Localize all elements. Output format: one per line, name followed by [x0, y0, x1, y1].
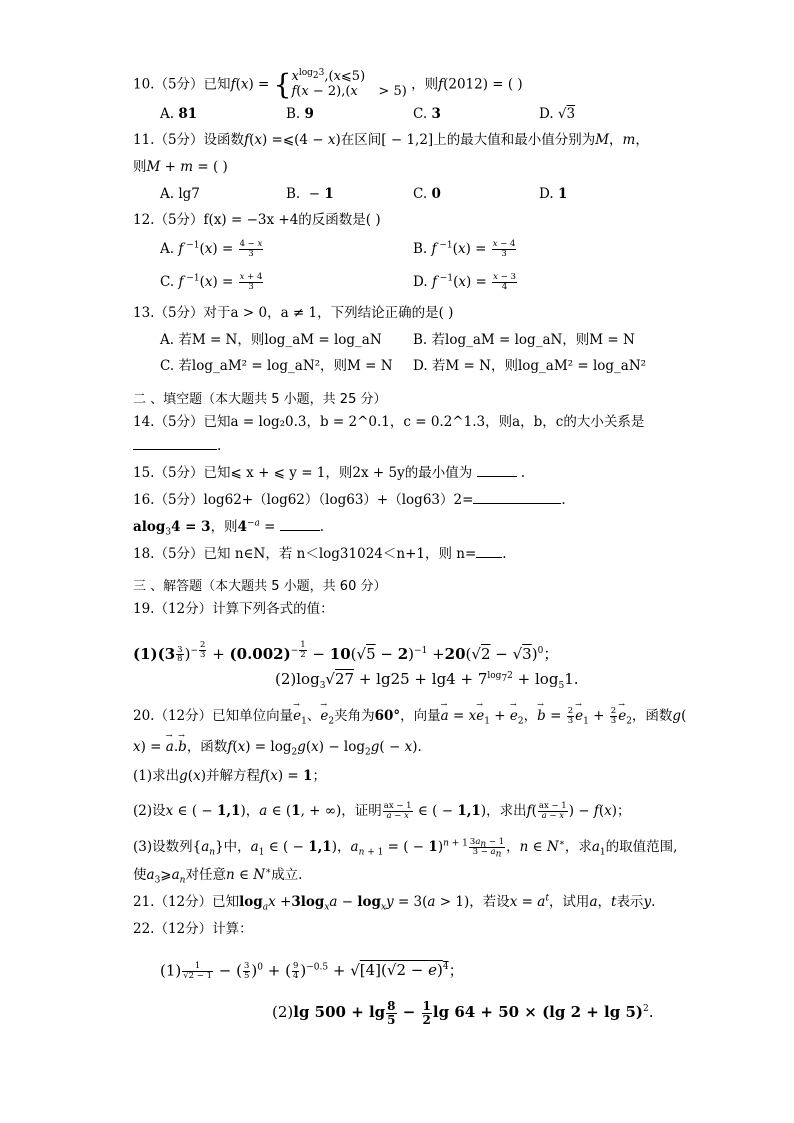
q11-line1: 11.（5分）设函数f(x) =⩽(4 − x)在区间[ − 1,2]上的最大值和最小值分别为M，m， [133, 132, 649, 148]
q14-answer-blank[interactable]: . [133, 440, 221, 454]
q20-line1: 20.（12分）已知单位向量→ $e_1$、→ $e_2$夹角为60°，向量→ $a = x\to e_1$ + → $e_2$，→ b = $\frac{2}{3}$ → $e_1$ + $\frac{2}{3}$ → $e_2$，函数g( [133, 707, 686, 726]
q16-answer-blank[interactable] [473, 502, 561, 504]
q17-stem: alog$_3$4 = 3，则$4^{-a}$ = . [133, 518, 325, 538]
q12-option-c: C. f $^{-1}$(x) = $\frac{x + 4}{3}$ [160, 272, 263, 292]
q20-line5: (3)设数列$\{a_n\}$中，$a_1$ ∈ ( − 1,1)，$a_{n + 1}$ = ( − 1)$^{n + 1}$ $\frac{3a_n - 1}{3 - a_n}$ ，n ∈ N∗，求$a_1$的取值范围, [133, 837, 678, 860]
q11-option-d: D. 1 [539, 186, 568, 202]
q20-line2: x) = → a.→ b，函数$f(x) = \log_2g(x) - \log_2g( - x)$. [133, 741, 422, 755]
q11-line2: 则M + m = ( ) [133, 159, 228, 175]
q19-part1: (1)(3 $\frac{3}{8}$ )$^{- \frac{2}{3}}$ + $(0.002)^{- \frac{1}{2}}$ − $10(√5 - 2)^{-1} +20(√2 - √3)^0$； [133, 640, 559, 665]
q12-option-b: B. f $^{-1}$(x) = $\frac{x - 4}{3}$ [413, 239, 516, 259]
q10-stem: 10.（5分）已知f(x) = { $x^{log_23},(x⩽5)$ f(x − 2),(x > 5) ，则f(2012) = ( ) [133, 67, 523, 101]
q13-option-c: C. 若log_aM² = log_aN²，则M = N [160, 358, 393, 374]
q21-stem: 21.（12分）已知$\log_ax +3\log_xa - \log_xy = 3(a > 1)$，若设$x = a^t$，试用a，t表示y. [133, 893, 656, 913]
q20-line3: (1)求出g(x)并解方程f(x) = 1； [133, 768, 326, 784]
q10-option-d: D. √3 [539, 106, 576, 122]
q15-answer-blank[interactable] [477, 475, 517, 477]
q22-part1: (1) $\frac{1}{√2 - 1}$ − ( $\frac{3}{5}$ )$^0$ + ( $\frac{9}{4}$ )$^{-0.5} + √[4](√2 - e)^4$； [160, 961, 464, 981]
q10-option-c: C. 3 [413, 106, 441, 122]
q10-option-b: B. 9 [286, 106, 314, 122]
q11-option-c: C. 0 [413, 186, 441, 202]
q10-piecewise: $x^{log_23},(x⩽5)$ f(x − 2),(x > 5) [291, 67, 407, 99]
q20-line4: (2)设x ∈ ( − 1,1)，a ∈ (1, + ∞)，证明 $\frac{ax - 1}{a - x}$ ∈ ( − 1,1)，求出f( $\frac{ax - 1}{a - x}$ ) − f(x)； [133, 801, 631, 821]
section-solution-heading: 三 、解答题（本大题共 5 小题，共 60 分） [133, 579, 387, 594]
q11-option-a: A. lg7 [160, 186, 200, 202]
q11-option-b: B. − 1 [286, 186, 334, 202]
q13-option-d: D. 若M = N，则log_aM² = log_aN² [413, 358, 647, 374]
q22-part2: (2)lg 500 + lg $\frac{8}{5}$ − $\frac{1}{2}$ lg 64 + 50 × (lg 2 + lg 5)$^2$. [272, 999, 654, 1027]
q22-stem: 22.（12分）计算： [133, 921, 253, 937]
q13-stem: 13.（5分）对于a > 0，a ≠ 1，下列结论正确的是( ) [133, 305, 454, 321]
q13-option-a: A. 若M = N，则log_aM = log_aN [160, 332, 382, 348]
q18-answer-blank[interactable] [476, 556, 502, 558]
q14-stem: 14.（5分）已知a = log₂0.3，b = 2^0.1，c = 0.2^1.3，则a，b，c的大小关系是 [133, 414, 645, 430]
q12-stem: 12.（5分）f(x) = −3x +4的反函数是( ) [133, 212, 381, 228]
q19-part2: $(2)\log_3√27 + \lg 25 + \lg 4 + 7^{log_72} + \log_51$. [275, 670, 579, 691]
q17-answer-blank[interactable] [280, 529, 320, 531]
q15-stem: 15.（5分）已知⩽ x + ⩽ y = 1，则2x + 5y的最小值为 . [133, 465, 526, 481]
q18-stem: 18.（5分）已知 n∈N，若 n＜log31024＜n+1，则 n= . [133, 546, 507, 562]
q19-stem: 19.（12分）计算下列各式的值： [133, 601, 334, 617]
q16-stem: 16.（5分）log62+（log62）（log63）+（log63）2= . [133, 492, 566, 508]
section-fill-in-heading: 二 、填空题（本大题共 5 小题，共 25 分） [133, 392, 387, 407]
q12-option-a: A. f $^{-1}$(x) = $\frac{4 - x}{3}$ [160, 239, 263, 259]
q20-line6: 使$a_3⩾a_n$对任意n ∈ N∗成立. [133, 866, 303, 886]
q13-option-b: B. 若log_aM = log_aN，则M = N [413, 332, 635, 348]
q12-option-d: D. f $^{-1}$(x) = $\frac{x - 3}{4}$ [413, 272, 516, 292]
q10-option-a: A. 81 [160, 106, 198, 122]
